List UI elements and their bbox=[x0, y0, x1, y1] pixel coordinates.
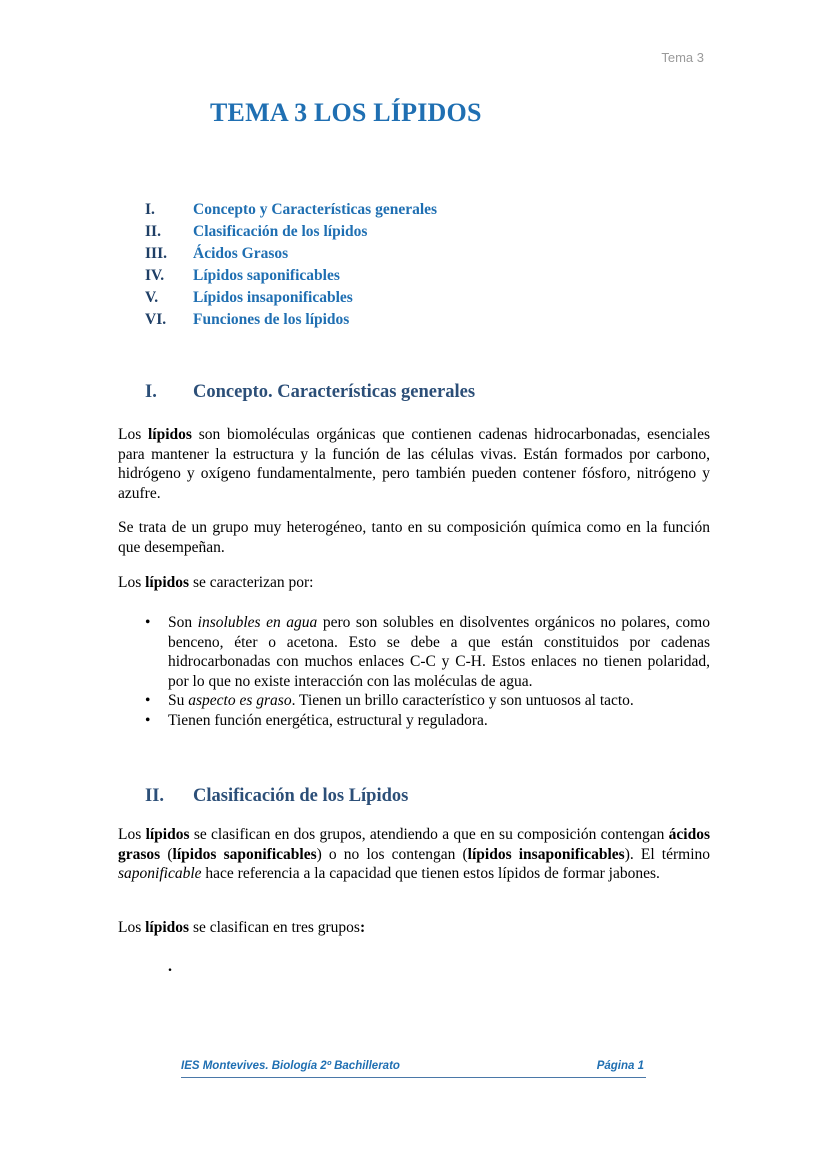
paragraph-three-groups: Los lípidos se clasifican en tres grupos: bbox=[118, 919, 366, 936]
list-item: • Tienen función energética, estructural y reguladora. bbox=[145, 711, 488, 729]
footer-school: IES Montevives. Biología 2º Bachillerato bbox=[181, 1060, 400, 1072]
paragraph-characteristics-intro: Los lípidos se caracterizan por: bbox=[118, 574, 314, 591]
section-title: Clasificación de los Lípidos bbox=[193, 786, 409, 806]
table-of-contents bbox=[145, 199, 437, 331]
section-heading-2 bbox=[145, 786, 408, 807]
bullet-icon: • bbox=[145, 692, 151, 710]
toc-label: Funciones de los lípidos bbox=[193, 311, 350, 328]
paragraph-heterogeneous: Se trata de un grupo muy heterogéneo, tanto en su composición química como en la función que desempeñan. bbox=[118, 519, 710, 556]
toc-number: IV. bbox=[145, 267, 165, 284]
toc-label: Lípidos insaponificables bbox=[193, 289, 353, 306]
section-heading-1 bbox=[145, 382, 475, 403]
section-number: I. bbox=[145, 382, 157, 402]
toc-item[interactable] bbox=[145, 265, 437, 287]
bullet-icon: • bbox=[145, 614, 151, 631]
characteristics-list bbox=[145, 613, 710, 731]
toc-label: Lípidos saponificables bbox=[193, 267, 340, 284]
toc-item[interactable] bbox=[145, 243, 437, 265]
toc-number: III. bbox=[145, 245, 167, 262]
toc-number: I. bbox=[145, 201, 155, 218]
toc-item[interactable] bbox=[145, 221, 437, 243]
running-header: Tema 3 bbox=[661, 50, 704, 65]
toc-number: II. bbox=[145, 223, 161, 240]
list-placeholder-dot: . bbox=[168, 958, 172, 975]
toc-label: Concepto y Características generales bbox=[193, 201, 438, 218]
section-number: II. bbox=[145, 786, 165, 806]
bullet-icon: • bbox=[145, 711, 151, 729]
list-item: • Su aspecto es graso. Tienen un brillo característico y son untuosos al tacto. bbox=[145, 692, 634, 710]
page-title: TEMA 3 LOS LÍPIDOS bbox=[210, 98, 482, 127]
toc-label: Ácidos Grasos bbox=[193, 245, 289, 262]
toc-number: VI. bbox=[145, 311, 167, 328]
toc-item[interactable] bbox=[145, 309, 437, 331]
paragraph-classification: Los lípidos se clasifican en dos grupos, atendiendo a que en su composición contengan ácidos grasos (lípidos saponificables) o no los contengan (lípidos insaponificables). El término saponificable hace referencia a la capacidad que tienen estos lípidos de formar jabones. bbox=[118, 826, 710, 883]
toc-item[interactable] bbox=[145, 287, 437, 309]
toc-item[interactable] bbox=[145, 199, 437, 221]
footer-page-number: Página 1 bbox=[596, 1060, 644, 1072]
toc-label: Clasificación de los lípidos bbox=[193, 223, 368, 240]
paragraph-definition: Los lípidos son biomoléculas orgánicas que contienen cadenas hidrocarbonadas, esenciales para mantener la estructura y la función de las células vivas. Están formados por carbono, hidrógeno y oxígeno fundamentalmente, pero también pueden contener fósforo, nitrógeno y azufre. bbox=[118, 426, 710, 502]
toc-number: V. bbox=[145, 289, 159, 306]
page-footer bbox=[181, 1060, 646, 1078]
section-title: Concepto. Características generales bbox=[193, 382, 476, 402]
list-item: • Son insolubles en agua pero son solubles en disolventes orgánicos no polares, como benceno, éter o acetona. Esto se debe a que están constituidos por cadenas hidrocarbonadas con muchos enlaces C-C y C-H. Estos enlaces no tienen polaridad, por lo que no existe interacción con las moléculas de agua. bbox=[145, 614, 710, 690]
